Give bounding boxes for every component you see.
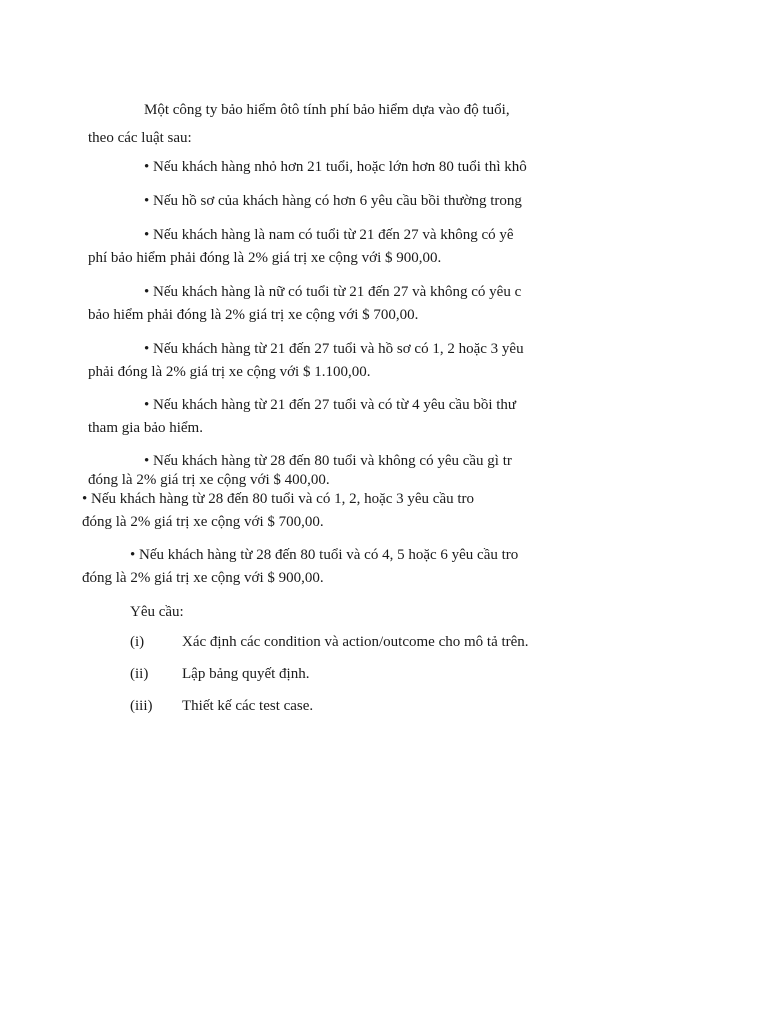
rule-4-line-1: • Nếu khách hàng là nữ có tuổi từ 21 đến 27 và không có yêu c xyxy=(144,284,522,300)
rule-8-line-1: • Nếu khách hàng từ 28 đến 80 tuổi và có 1, 2, hoặc 3 yêu cầu tro xyxy=(82,491,475,507)
requirement-text: Lập bảng quyết định. xyxy=(182,666,310,682)
rule-8-line-2: đóng là 2% giá trị xe cộng với $ 700,00. xyxy=(82,514,324,530)
rule-9-line-1: • Nếu khách hàng từ 28 đến 80 tuổi và có 4, 5 hoặc 6 yêu cầu tro xyxy=(130,547,519,563)
requirement-text: Thiết kế các test case. xyxy=(182,698,314,714)
rule-3-line-1: • Nếu khách hàng là nam có tuổi từ 21 đến 27 và không có yê xyxy=(144,227,514,243)
requirement-marker: (iii) xyxy=(130,698,153,714)
rule-5-line-1: • Nếu khách hàng từ 21 đến 27 tuổi và hồ sơ có 1, 2 hoặc 3 yêu xyxy=(144,341,524,357)
rule-6-line-1: • Nếu khách hàng từ 21 đến 27 tuổi và có từ 4 yêu cầu bồi thư xyxy=(144,397,517,413)
rule-6-line-2: tham gia bảo hiểm. xyxy=(88,420,203,436)
requirement-marker: (ii) xyxy=(130,666,149,682)
intro-line-1: Một công ty bảo hiểm ôtô tính phí bảo hiểm dựa vào độ tuổi, xyxy=(144,102,510,118)
requirement-text: Xác định các condition và action/outcome cho mô tả trên. xyxy=(182,634,529,650)
requirement-item xyxy=(130,697,313,715)
rule-7-line-1: • Nếu khách hàng từ 28 đến 80 tuổi và không có yêu cầu gì tr xyxy=(144,453,512,469)
rule-1-line-1: • Nếu khách hàng nhỏ hơn 21 tuổi, hoặc lớn hơn 80 tuổi thì khô xyxy=(144,159,527,175)
requirements-heading: Yêu cầu: xyxy=(130,604,184,620)
rule-4-line-2: bảo hiểm phải đóng là 2% giá trị xe cộng với $ 700,00. xyxy=(88,307,419,323)
rule-7-line-2: đóng là 2% giá trị xe cộng với $ 400,00. xyxy=(88,473,330,487)
rule-5-line-2: phải đóng là 2% giá trị xe cộng với $ 1.100,00. xyxy=(88,364,371,380)
intro-line-2: theo các luật sau: xyxy=(88,130,192,146)
rule-2-line-1: • Nếu hồ sơ của khách hàng có hơn 6 yêu cầu bồi thường trong xyxy=(144,193,522,209)
requirement-item xyxy=(130,665,309,683)
rule-3-line-2: phí bảo hiểm phải đóng là 2% giá trị xe cộng với $ 900,00. xyxy=(88,250,442,266)
rule-9-line-2: đóng là 2% giá trị xe cộng với $ 900,00. xyxy=(82,570,324,586)
requirement-item xyxy=(130,633,529,651)
requirement-marker: (i) xyxy=(130,634,145,650)
